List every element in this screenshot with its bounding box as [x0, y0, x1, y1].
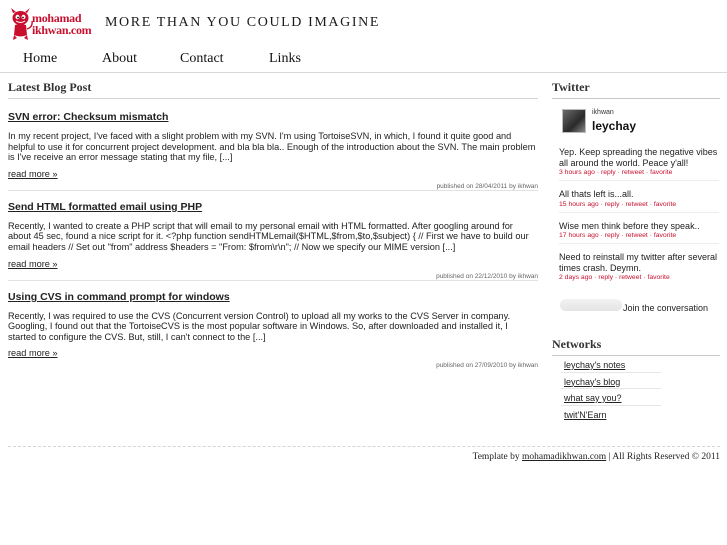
footer-site-link[interactable]: mohamadikhwan.com [522, 452, 607, 462]
twitter-profile [552, 99, 720, 139]
networks-heading: Networks [552, 337, 720, 356]
twitter-logo-icon[interactable] [560, 299, 622, 311]
site-logo[interactable] [8, 7, 90, 41]
twitter-username: ikhwan [592, 109, 614, 116]
logo-text-line1: mohamad [32, 11, 82, 25]
tweet-meta-sep: · [619, 232, 626, 239]
tweet-time-link[interactable]: 2 days ago [559, 274, 593, 281]
tweet-time-link[interactable]: 3 hours ago [559, 169, 595, 176]
tweet-favorite-link[interactable]: favorite [647, 274, 670, 281]
post-divider [8, 190, 538, 191]
tweet-favorite-link[interactable]: favorite [653, 232, 677, 239]
site-footer [8, 446, 720, 462]
footer-prefix: Template by [472, 452, 523, 462]
twitter-join [552, 297, 720, 323]
tweet-meta-sep: · [594, 169, 601, 176]
site-tagline: MORE THAN YOU COULD IMAGINE [105, 15, 380, 30]
tweet-reply-link[interactable]: reply [604, 232, 620, 239]
post-meta: published on 22/12/2010 by ikhwan [436, 272, 538, 280]
tweet-meta-sep: · [644, 169, 651, 176]
tweet-text: Need to reinstall my twitter after several times crash. Deymn. [559, 252, 718, 273]
tweet-retweet-link[interactable]: retweet [625, 232, 648, 239]
footer-suffix: | All Rights Reserved © 2011 [606, 452, 720, 462]
tweet-item [559, 221, 719, 245]
tweet-meta-sep: · [619, 200, 626, 208]
tweet-meta-sep: · [615, 169, 622, 176]
tweet-reply-link[interactable]: reply [600, 169, 616, 176]
tweet-meta-sep: · [598, 232, 605, 239]
list-divider [561, 372, 661, 373]
blog-post [8, 287, 538, 370]
avatar[interactable] [562, 109, 586, 133]
devil-mascot-icon [8, 7, 34, 41]
tweet-meta-sep: · [598, 200, 605, 208]
tweet-meta-sep: · [592, 274, 599, 281]
twitter-display-name[interactable]: leychay [592, 119, 637, 133]
post-excerpt: In my recent project, I've faced with a slight problem with my SVN. I'm using TortoiseSVN, in which, I found it quite good and helpful to use it for concurrent project development. and bla bla bla.. Enough of the introduction about the SVN. The main problem is I've receive an error message stating that my file, [...] [8, 131, 536, 163]
nav-home-link[interactable]: Home [23, 51, 58, 66]
list-divider [561, 388, 661, 389]
read-more-link[interactable]: read more » [8, 168, 58, 179]
blog-main [8, 80, 538, 369]
main-nav [0, 45, 727, 73]
tweet-text: Wise men think before they speak.. [559, 220, 700, 231]
logo-text-line2: ikhwan.com [32, 23, 92, 37]
tweet-meta-sep: · [641, 274, 648, 281]
post-meta: published on 28/04/2011 by ikhwan [436, 182, 538, 190]
network-link-what-say-you[interactable]: what say you? [564, 393, 622, 403]
join-conversation-link[interactable]: Join the conversation [623, 303, 709, 313]
tweet-meta-sep: · [647, 232, 654, 239]
read-more-link[interactable]: read more » [8, 348, 58, 359]
network-link-blog[interactable]: leychay's blog [564, 376, 621, 387]
tweet-meta [559, 201, 719, 208]
blog-post [8, 107, 538, 191]
nav-links-link[interactable]: Links [269, 51, 301, 66]
post-title-link[interactable]: SVN error: Checksum mismatch [8, 111, 169, 123]
read-more-link[interactable]: read more » [8, 258, 58, 269]
networks-section [552, 337, 720, 421]
tweet-meta [559, 232, 719, 239]
tweet-item [559, 147, 719, 181]
networks-list [552, 359, 720, 421]
tweet-retweet-link[interactable]: retweet [621, 169, 645, 176]
twitter-heading: Twitter [552, 80, 720, 99]
tweet-text: Yep. Keep spreading the negative vibes all around the world. Peace y'all! [559, 147, 718, 168]
post-meta: published on 27/09/2010 by ikhwan [436, 362, 538, 370]
network-link-notes[interactable]: leychay's notes [564, 360, 626, 370]
post-title-link[interactable]: Using CVS in command prompt for windows [8, 290, 230, 303]
nav-contact-link[interactable]: Contact [180, 51, 224, 66]
post-excerpt: Recently, I was required to use the CVS (Concurrent version Control) to upload all my works to the CVS Server in company. Googling, I found out that the TortoiseCVS is the most popular software in Windows. So, after downloaded and installed it, I started to configure the CVS. But, still, I can't connect to the [...] [8, 310, 511, 342]
list-divider [561, 405, 661, 406]
tweet-item [559, 252, 719, 285]
tweet-reply-link[interactable]: reply [598, 274, 614, 281]
post-excerpt: Recently, I wanted to create a PHP script that will email to my personal email with HTML formatted. After googling around for about 45 sec, found a nice script for it. <?php function sendHTMLemail($HTML,$from,$to,$subject) { // First we have to build our email headers // Set out "from" address $headers = "From: $from\r\n"; // Now we specify our MIME version [...] [8, 220, 529, 252]
footer-credits [473, 452, 720, 462]
post-title-link[interactable]: Send HTML formatted email using PHP [8, 200, 203, 213]
post-divider [8, 280, 538, 281]
tweet-time-link[interactable]: 17 hours ago [559, 232, 599, 239]
tweet-time-link[interactable]: 15 hours ago [559, 200, 599, 208]
tweet-favorite-link[interactable]: favorite [650, 169, 673, 176]
site-header [0, 0, 727, 45]
tweet-meta [559, 169, 719, 176]
tweet-meta-sep: · [613, 274, 620, 281]
tweet-meta [559, 274, 719, 281]
tweet-meta-sep: · [647, 200, 654, 208]
tweet-retweet-link[interactable]: retweet [625, 200, 648, 208]
tweet-retweet-link[interactable]: retweet [619, 274, 642, 281]
tweet-reply-link[interactable]: reply [604, 200, 620, 208]
blog-post [8, 197, 538, 281]
tweet-text: All thats left is...all. [559, 189, 634, 199]
network-link-twitnearn[interactable]: twit'N'Earn [564, 409, 607, 420]
sidebar [552, 80, 720, 421]
latest-posts-heading: Latest Blog Post [8, 80, 538, 99]
tweet-favorite-link[interactable]: favorite [653, 200, 677, 208]
nav-about-link[interactable]: About [102, 51, 137, 66]
tweet-item [559, 189, 719, 213]
